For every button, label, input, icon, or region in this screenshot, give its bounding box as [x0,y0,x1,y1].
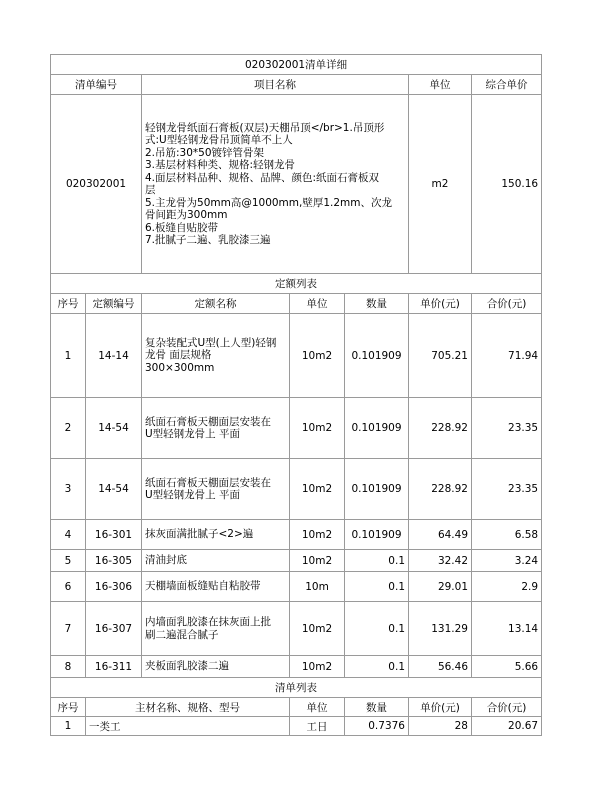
quota-qty: 0.1 [345,572,409,602]
quota-name-line: 龙骨 面层规格 [145,349,212,362]
quota-name [142,602,290,656]
quota-price: 228.92 [409,398,472,459]
table-row [51,656,542,678]
quota-name [142,520,290,550]
table-row [51,602,542,656]
quota-name-line: 刷二遍混合腻子 [145,628,219,641]
materials-seq-header: 序号 [51,698,86,717]
description-line: 2.吊筋:30*50镀锌管骨架 [145,146,265,159]
quota-name [142,656,290,678]
quota-section-title: 定额列表 [51,274,542,294]
material-unit: 工日 [290,717,345,736]
material-qty: 0.7376 [345,717,409,736]
description-line: 6.板缝自贴胶带 [145,221,219,234]
quota-code: 16-305 [86,550,142,572]
quota-seq: 1 [51,314,86,398]
quota-qty-header: 数量 [345,294,409,314]
table-row [51,314,542,398]
materials-qty-header: 数量 [345,698,409,717]
materials-unit-header: 单位 [290,698,345,717]
materials-section-title: 清单列表 [51,678,542,698]
description-line: 式:U型轻钢龙骨吊顶简单不上人 [145,134,293,146]
table-row [51,572,542,602]
materials-price-header: 单价(元) [409,698,472,717]
quota-seq: 6 [51,572,86,602]
quota-seq: 4 [51,520,86,550]
quota-code: 16-306 [86,572,142,602]
item-unit-header: 单位 [409,75,472,95]
quota-name [142,572,290,602]
materials-total-header: 合价(元) [472,698,542,717]
quota-qty: 0.101909 [345,459,409,520]
quota-qty: 0.1 [345,550,409,572]
page-title: 020302001清单详细 [51,55,542,75]
item-code-header: 清单编号 [51,75,142,95]
quota-unit: 10m [290,572,345,602]
quota-price: 29.01 [409,572,472,602]
item-name-header: 项目名称 [142,75,409,95]
item-unit: m2 [409,95,472,274]
quota-code-header: 定额编号 [86,294,142,314]
table-row [51,459,542,520]
quota-price: 131.29 [409,602,472,656]
quota-total: 13.14 [472,602,542,656]
quota-name-line: 复杂装配式U型(上人型)轻钢 [145,336,277,349]
item-price: 150.16 [472,95,542,274]
quota-code: 14-14 [86,314,142,398]
quota-qty: 0.101909 [345,398,409,459]
quota-unit: 10m2 [290,520,345,550]
quota-unit: 10m2 [290,550,345,572]
quota-name-line: U型轻钢龙骨上 平面 [145,489,241,501]
quota-unit: 10m2 [290,602,345,656]
description-line: 4.面层材料品种、规格、品牌、颜色:纸面石膏板双 [145,171,380,184]
table-row [51,398,542,459]
quota-name-line: 抹灰面满批腻子<2>遍 [145,528,254,541]
quota-total-header: 合价(元) [472,294,542,314]
quota-unit: 10m2 [290,656,345,678]
item-description [142,95,409,274]
quota-code: 16-301 [86,520,142,550]
quota-total: 23.35 [472,459,542,520]
quota-qty: 0.1 [345,602,409,656]
quota-total: 2.9 [472,572,542,602]
quota-name-line: 内墙面乳胶漆在抹灰面上批 [145,616,271,628]
quota-name [142,459,290,520]
quota-seq: 3 [51,459,86,520]
quota-price: 705.21 [409,314,472,398]
quota-unit: 10m2 [290,314,345,398]
quota-seq: 2 [51,398,86,459]
material-price: 28 [409,717,472,736]
quota-name-line: 纸面石膏板天棚面层安装在 [145,476,271,489]
quota-name-line: 纸面石膏板天棚面层安装在 [145,415,271,428]
quota-unit: 10m2 [290,459,345,520]
quota-name [142,550,290,572]
quota-name-line: U型轻钢龙骨上 平面 [145,428,241,440]
description-line: 5.主龙骨为50mm高@1000mm,壁厚1.2mm、次龙 [145,196,393,209]
description-line: 7.批腻子二遍、乳胶漆三遍 [145,234,271,246]
quota-name-line: 夹板面乳胶漆二遍 [145,660,229,673]
quota-seq: 7 [51,602,86,656]
quota-total: 71.94 [472,314,542,398]
quota-qty: 0.101909 [345,314,409,398]
quota-price: 56.46 [409,656,472,678]
material-name: 一类工 [86,717,290,736]
item-code: 020302001 [51,95,142,274]
quota-name-header: 定额名称 [142,294,290,314]
quota-name [142,314,290,398]
quota-code: 14-54 [86,398,142,459]
quota-price: 32.42 [409,550,472,572]
quota-seq: 8 [51,656,86,678]
description-line: 轻钢龙骨纸面石膏板(双层)天棚吊顶</br>1.吊顶形 [145,121,385,134]
quota-qty: 0.1 [345,656,409,678]
quota-name-line: 清油封底 [145,554,187,567]
quota-seq: 5 [51,550,86,572]
bill-detail-table [50,54,542,736]
table-row [51,550,542,572]
quota-price-header: 单价(元) [409,294,472,314]
material-seq: 1 [51,717,86,736]
quota-seq-header: 序号 [51,294,86,314]
quota-name [142,398,290,459]
quota-price: 64.49 [409,520,472,550]
material-total: 20.67 [472,717,542,736]
quota-code: 16-307 [86,602,142,656]
description-line: 层 [145,184,156,196]
quota-unit-header: 单位 [290,294,345,314]
quota-name-line: 天棚墙面板缝贴自粘胶带 [145,580,261,593]
item-price-header: 综合单价 [472,75,542,95]
quota-total: 3.24 [472,550,542,572]
table-row [51,717,542,736]
materials-name-header: 主材名称、规格、型号 [86,698,290,717]
table-row [51,520,542,550]
quota-unit: 10m2 [290,398,345,459]
quota-code: 14-54 [86,459,142,520]
description-line: 3.基层材料种类、规格:轻钢龙骨 [145,159,296,171]
quota-code: 16-311 [86,656,142,678]
description-line: 骨间距为300mm [145,209,228,221]
quota-name-line: 300×300mm [145,361,215,374]
quota-total: 6.58 [472,520,542,550]
quota-total: 5.66 [472,656,542,678]
quota-price: 228.92 [409,459,472,520]
quota-total: 23.35 [472,398,542,459]
quota-qty: 0.101909 [345,520,409,550]
